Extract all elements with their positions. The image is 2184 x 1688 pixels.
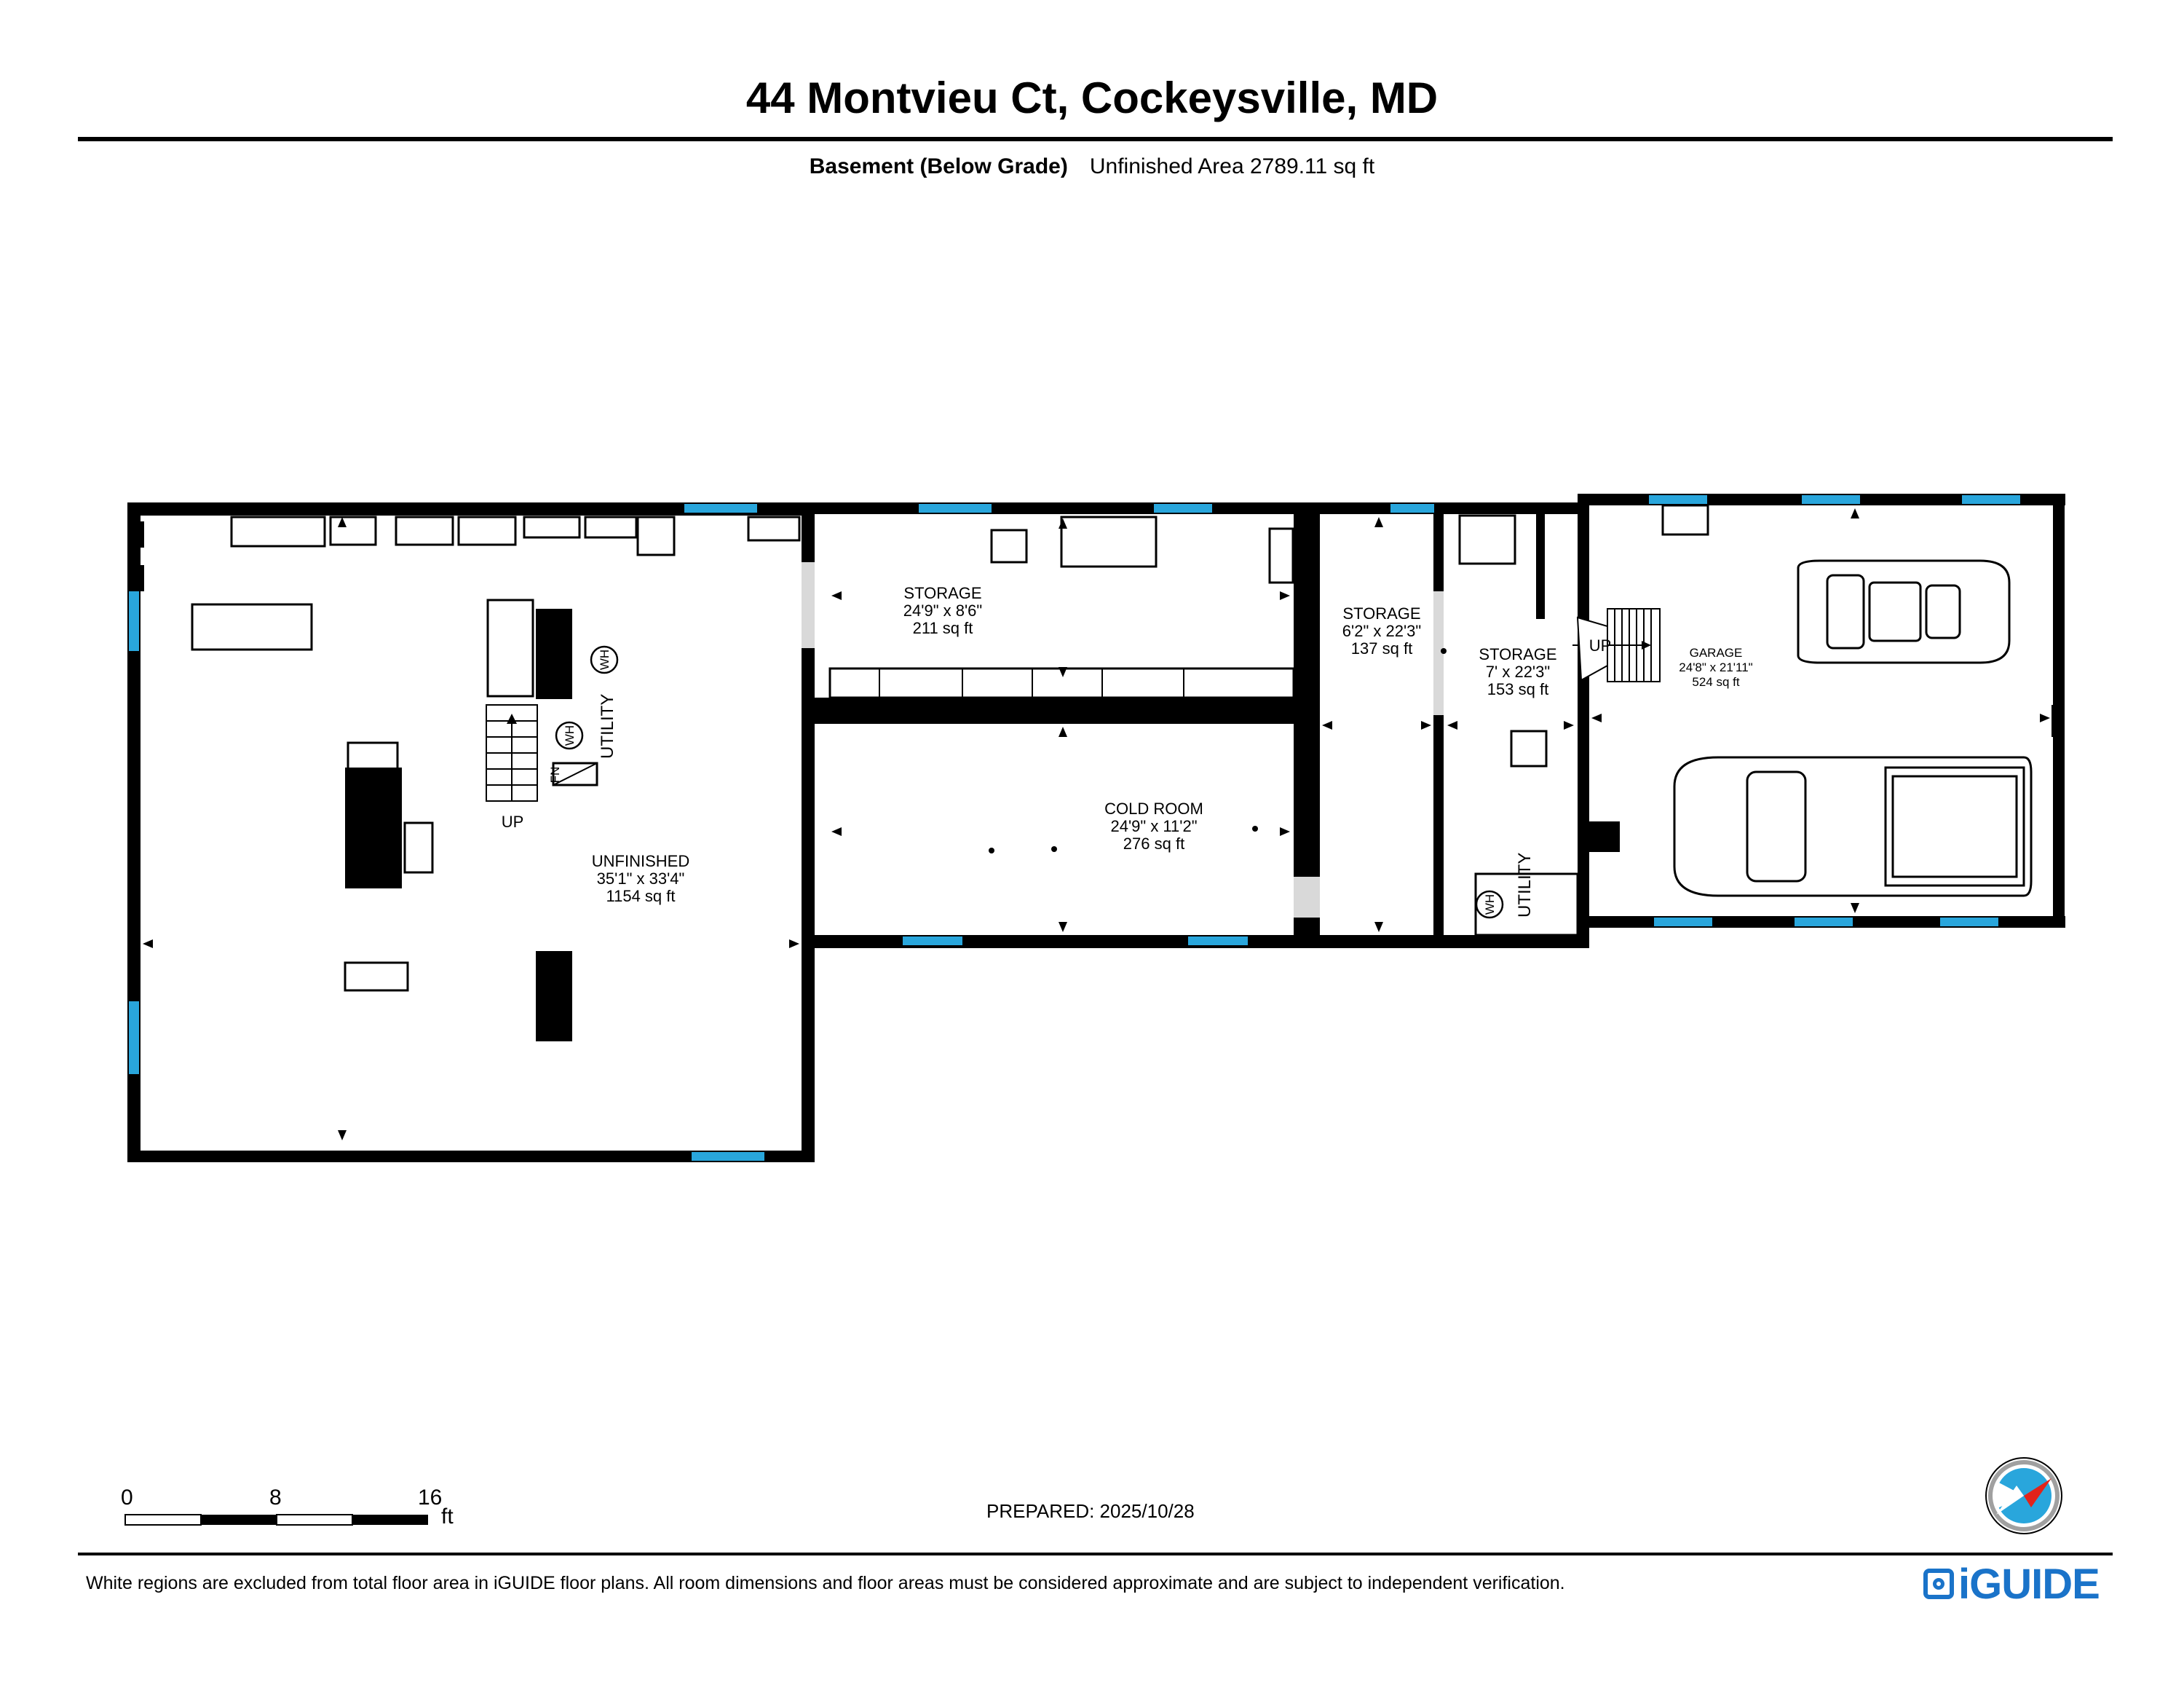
cabinet: [331, 517, 376, 545]
direction-arrow: [1059, 727, 1067, 737]
plan-graphic: [277, 1515, 352, 1525]
window: [1188, 936, 1248, 945]
window: [684, 504, 757, 513]
fn-label: FN: [548, 766, 562, 784]
scale-tick-0: 0: [121, 1486, 133, 1510]
room-dims-storage-c: 7' x 22'3": [1485, 663, 1551, 681]
room-name-storage-a: STORAGE: [903, 584, 982, 602]
iguide-camera-icon: [1923, 1569, 1954, 1599]
direction-arrow: [1374, 517, 1383, 527]
box: [1663, 505, 1708, 535]
direction-arrow: [1280, 591, 1290, 600]
table: [192, 604, 312, 650]
utility-label: UTILITY: [598, 693, 617, 759]
garage-door-post: [2052, 705, 2065, 737]
room-dims-garage: 24'8" x 21'11": [1679, 660, 1753, 674]
floor-name: Basement (Below Grade): [809, 154, 1068, 178]
footer-rule: [78, 1553, 2113, 1555]
car-roof: [1870, 583, 1920, 641]
disclaimer-text: White regions are excluded from total floor area in iGUIDE floor plans. All room dimensions and floor areas must be considered approximate and are subject to independent verification.: [86, 1573, 1565, 1593]
window: [1802, 495, 1860, 504]
scale-bar: [125, 1515, 428, 1525]
room-area-cold-room: 276 sq ft: [1123, 835, 1185, 853]
column: [536, 951, 572, 1041]
box: [1270, 529, 1293, 583]
room-area-storage-c: 153 sq ft: [1487, 680, 1549, 698]
water-heater-label: WH: [563, 725, 577, 746]
window: [1795, 918, 1853, 926]
car-windshield: [1827, 575, 1864, 648]
cabinet: [524, 517, 579, 537]
box: [1460, 516, 1515, 564]
direction-arrow: [1564, 721, 1574, 730]
wall: [1433, 502, 1444, 948]
room-area-storage-a: 211 sq ft: [912, 619, 973, 637]
window: [1390, 504, 1434, 513]
wall: [802, 502, 1294, 514]
window: [692, 1152, 764, 1161]
plan-graphic: [352, 1515, 428, 1525]
direction-arrow: [1059, 922, 1067, 932]
cabinet: [396, 517, 453, 545]
marker-dot: [1252, 826, 1258, 832]
door-opening: [802, 562, 815, 648]
shelf: [488, 600, 533, 696]
scale-tick-16: 16: [418, 1486, 443, 1510]
window: [1940, 918, 1998, 926]
room-name-unfinished: UNFINISHED: [591, 852, 690, 870]
marker-dot: [1051, 846, 1057, 852]
room-dims-storage-b: 6'2" x 22'3": [1342, 622, 1422, 640]
wall: [1536, 510, 1545, 619]
direction-arrow: [1374, 922, 1383, 932]
iguide-logo: [1923, 1558, 2100, 1609]
room-area-storage-b: 137 sq ft: [1350, 639, 1413, 658]
plan-graphic: [125, 1515, 201, 1525]
water-heater-label: WH: [1483, 894, 1497, 915]
room-dims-storage-a: 24'9" x 8'6": [903, 602, 983, 620]
counter: [1061, 517, 1156, 567]
room-area-garage: 524 sq ft: [1692, 675, 1740, 689]
direction-arrow: [1421, 721, 1431, 730]
plan-graphic: [502, 584, 1753, 918]
window: [1649, 495, 1707, 504]
direction-arrow: [831, 827, 842, 836]
plan-graphic: [192, 505, 1708, 990]
room-name-garage: GARAGE: [1689, 646, 1743, 660]
appliance: [536, 609, 572, 699]
chair: [405, 823, 432, 872]
wall-stub: [138, 521, 144, 548]
truck-bed-inner: [1893, 776, 2017, 877]
direction-arrow: [789, 939, 799, 948]
direction-arrow: [1851, 508, 1859, 518]
workbench: [345, 768, 402, 888]
plan-graphic: [201, 1515, 277, 1525]
stairs-up-label: UP: [1588, 636, 1612, 655]
marker-dot: [1441, 648, 1447, 654]
direction-arrow: [338, 1130, 347, 1140]
window: [129, 591, 139, 651]
window: [1154, 504, 1212, 513]
cabinet: [748, 517, 799, 540]
area-summary: Unfinished Area 2789.11 sq ft: [1089, 154, 1375, 178]
room-dims-cold-room: 24'9" x 11'2": [1110, 817, 1198, 835]
scale-unit: ft: [441, 1504, 454, 1529]
scale-tick-8: 8: [269, 1486, 282, 1510]
bench: [348, 743, 397, 769]
plan-graphic: [1674, 561, 2031, 896]
wall-stub: [138, 565, 144, 591]
wall: [802, 698, 1294, 724]
direction-arrow: [831, 591, 842, 600]
direction-arrow: [1447, 721, 1457, 730]
direction-arrow: [1322, 721, 1332, 730]
box: [992, 530, 1026, 562]
window: [903, 936, 962, 945]
direction-arrow: [2040, 714, 2050, 722]
table: [345, 963, 408, 990]
prepared-date: PREPARED: 2025/10/28: [986, 1500, 1195, 1522]
direction-arrow: [143, 939, 153, 948]
window: [1654, 918, 1712, 926]
cabinet: [585, 517, 636, 537]
direction-arrow: [1591, 714, 1602, 722]
window: [129, 1001, 139, 1074]
truck-cab: [1747, 772, 1805, 881]
direction-arrow: [1851, 903, 1859, 913]
utility-label: UTILITY: [1515, 852, 1535, 918]
room-name-storage-c: STORAGE: [1479, 645, 1557, 663]
compass-icon: [1986, 1458, 2062, 1534]
room-area-unfinished: 1154 sq ft: [606, 887, 676, 905]
direction-arrow: [1280, 827, 1290, 836]
cabinet: [638, 517, 674, 555]
door-opening: [1294, 877, 1320, 918]
wall: [1578, 502, 1589, 948]
room-dims-unfinished: 35'1" x 33'4": [596, 869, 685, 888]
stairs-up-label: UP: [501, 813, 524, 831]
room-name-cold-room: COLD ROOM: [1104, 800, 1203, 818]
iguide-wordmark: iGUIDE: [1958, 1560, 2100, 1608]
property-address-title: 44 Montvieu Ct, Cockeysville, MD: [745, 74, 1439, 122]
box: [1511, 731, 1546, 766]
window: [1962, 495, 2020, 504]
cabinet: [459, 517, 515, 545]
window: [919, 504, 992, 513]
car-rear-window: [1926, 585, 1960, 638]
counter: [232, 517, 325, 546]
room-name-storage-b: STORAGE: [1342, 604, 1421, 623]
garage-pillar: [1588, 821, 1620, 852]
water-heater-label: WH: [598, 649, 612, 671]
marker-dot: [989, 848, 994, 853]
wall: [1320, 502, 1588, 514]
